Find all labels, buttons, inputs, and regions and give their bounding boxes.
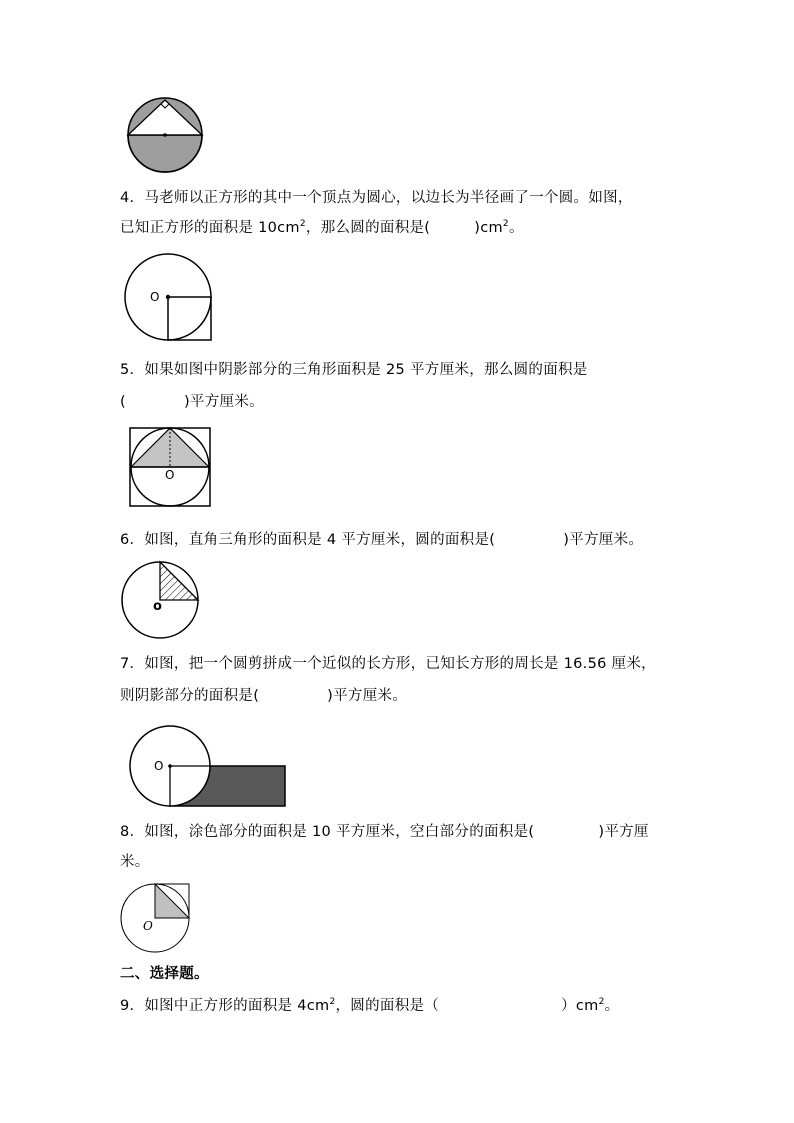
q8-text-line1: 8．如图，涂色部分的面积是 10 平方厘米，空白部分的面积是( )平方厘 [120, 824, 649, 840]
q7-figure [128, 726, 288, 808]
q4-text-line2: 已知正方形的面积是 $10cm^2$，那么圆的面积是( )$cm^2$。 [120, 219, 524, 236]
q4-figure [124, 252, 216, 344]
q7-text-line1: 7．如图，把一个圆剪拼成一个近似的长方形，已知长方形的周长是 16.56 厘米， [120, 656, 656, 672]
q5-center-label: O [165, 468, 175, 482]
q8-text-line2: 米。 [120, 854, 150, 870]
q4-center-label: O [150, 290, 160, 304]
q3-figure [126, 98, 204, 176]
q7-text-line2: 则阴影部分的面积是( )平方厘米。 [120, 688, 408, 704]
q8-figure [119, 882, 191, 954]
q7-center-label: O [154, 759, 164, 773]
q9-text-line1: 9．如图中正方形的面积是 $4cm^2$，圆的面积是（ ）$cm^2$。 [120, 997, 620, 1014]
q6-center-label: o [153, 599, 162, 614]
q5-figure [129, 427, 211, 507]
q5-text-line1: 5．如果如图中阴影部分的三角形面积是 25 平方厘米，那么圆的面积是 [120, 362, 588, 378]
section-heading: 二、选择题。 [120, 966, 209, 982]
q8-center-label: O [143, 919, 153, 933]
q6-figure [120, 560, 200, 640]
q5-text-line2: ( )平方厘米。 [120, 394, 264, 410]
q6-text-line1: 6．如图，直角三角形的面积是 4 平方厘米，圆的面积是( )平方厘米。 [120, 532, 644, 548]
q4-text-line1: 4．马老师以正方形的其中一个顶点为圆心，以边长为半径画了一个圆。如图， [120, 190, 633, 206]
